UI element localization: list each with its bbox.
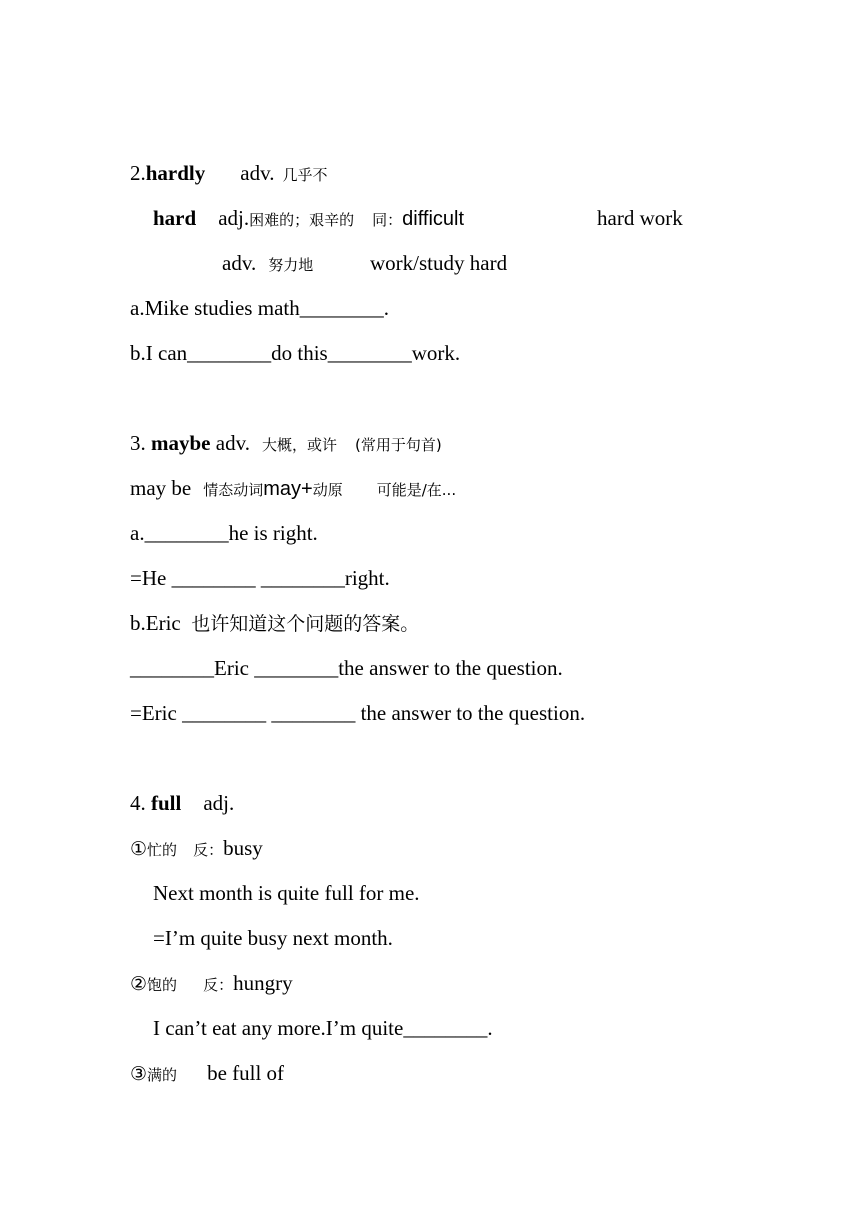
item2-example-a: a.Mike studies math________. xyxy=(130,296,389,320)
sense2-example: I can’t eat any more.I’m quite________. xyxy=(153,1016,493,1040)
item4-pos: adj. xyxy=(203,791,235,815)
item2-meaning: 几乎不 xyxy=(282,166,328,184)
item3-number: 3. xyxy=(130,431,151,455)
item3-pos: adv. xyxy=(210,431,250,455)
sense3-phrase: be full of xyxy=(207,1061,285,1085)
item3-example-b2: =Eric ________ ________ the answer to the question. xyxy=(130,701,586,725)
may-be-line xyxy=(130,475,456,503)
hard-adj-pos: adj. xyxy=(218,206,250,230)
hard-adv-pos: adv. xyxy=(222,251,257,275)
sense2-antonym: hungry xyxy=(233,971,293,995)
item3-example-b xyxy=(130,610,419,637)
item4-number: 4. xyxy=(130,791,151,815)
item2-heading xyxy=(130,160,328,188)
sense3-mark: ③ xyxy=(130,1063,148,1085)
hard-adj-phrase: hard work xyxy=(597,206,683,230)
sense1-antonym-label: 反： xyxy=(193,841,224,859)
sense1-line xyxy=(130,835,263,863)
item2-number: 2. xyxy=(130,161,146,185)
hard-word: hard xyxy=(153,206,197,230)
sense1-example2: =I’m quite busy next month. xyxy=(153,926,393,950)
item3-word: maybe xyxy=(151,431,211,455)
may-be-meaning: 可能是/在... xyxy=(376,481,457,499)
sense1-example1: Next month is quite full for me. xyxy=(153,881,420,905)
item2-word: hardly xyxy=(145,161,206,185)
item3-example-a: a.________he is right. xyxy=(130,521,318,545)
sense1-antonym: busy xyxy=(223,836,263,860)
item2-example-b: b.I can________do this________work. xyxy=(130,341,461,365)
hard-adv-meaning: 努力地 xyxy=(268,256,314,274)
sense1-cn: 忙的 xyxy=(147,841,178,859)
synonym: difficult xyxy=(402,208,465,230)
item3-example-b1: ________Eric ________the answer to the question. xyxy=(130,656,563,680)
item3-example-a2: =He ________ ________right. xyxy=(130,566,390,590)
synonym-label: 同： xyxy=(372,211,403,229)
sense1-mark: ① xyxy=(130,838,148,860)
hard-adj-meaning: 困难的；艰辛的 xyxy=(249,211,355,229)
item3-example-b-cn: 也许知道这个问题的答案。 xyxy=(191,613,420,635)
may-be: may be xyxy=(130,476,192,500)
item3-note: (常用于句首) xyxy=(354,436,442,454)
may-be-desc: 情态动词 xyxy=(203,481,264,499)
item4-heading xyxy=(130,790,234,816)
item3-example-b-prefix: b.Eric xyxy=(130,611,192,635)
sense2-cn: 饱的 xyxy=(147,976,178,994)
sense2-line xyxy=(130,970,293,998)
item3-meaning: 大概，或许 xyxy=(261,436,337,454)
hard-adv-phrase: work/study hard xyxy=(370,251,508,275)
item4-word: full xyxy=(151,791,182,815)
hard-adj-line xyxy=(153,205,464,233)
sense3-cn: 满的 xyxy=(147,1066,178,1084)
sense2-mark: ② xyxy=(130,973,148,995)
hard-adv-line xyxy=(222,250,313,278)
may-be-formula: may+ xyxy=(263,478,313,500)
sense3-line xyxy=(130,1060,284,1088)
sense2-antonym-label: 反： xyxy=(203,976,234,994)
may-be-formula-cn: 动原 xyxy=(312,481,343,499)
item2-pos: adv. xyxy=(240,161,275,185)
item3-heading xyxy=(130,430,442,458)
